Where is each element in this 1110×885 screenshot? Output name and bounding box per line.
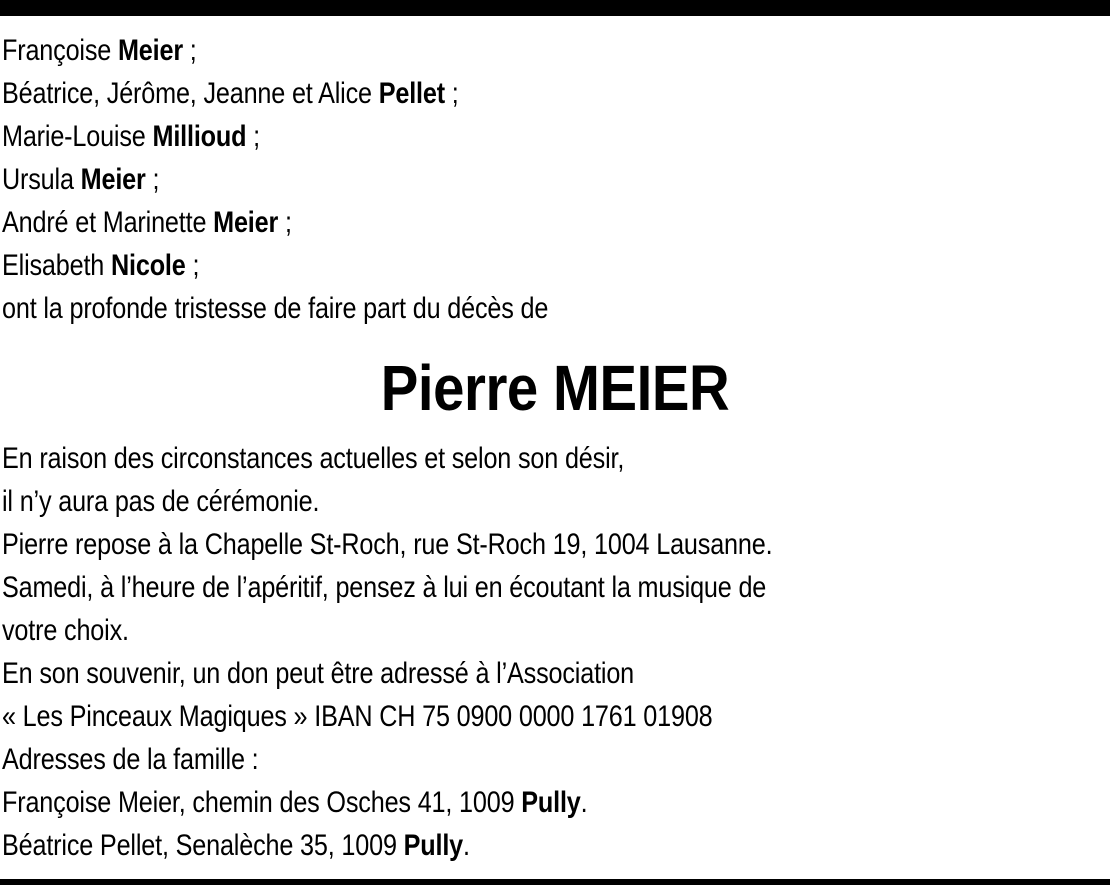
family-surname: Meier (117, 34, 183, 67)
notice-line: En son souvenir, un don peut être adressé à l’Association (2, 657, 635, 690)
notice-line: « Les Pinceaux Magiques » IBAN CH 75 0900 0000 1761 01908 (2, 700, 713, 733)
family-separator: ; (246, 120, 261, 153)
notice-line: votre choix. (2, 614, 129, 647)
address-street: Françoise Meier, chemin des Osches 41, 1009 (2, 786, 522, 819)
family-line (2, 244, 548, 287)
top-rule (0, 0, 1110, 16)
family-given-names: Ursula (2, 163, 81, 196)
deceased-name-block (0, 348, 1110, 428)
notice-body (2, 437, 919, 867)
family-list (2, 29, 652, 330)
family-separator: ; (182, 34, 197, 67)
family-given-names: Béatrice, Jérôme, Jeanne et Alice (2, 77, 379, 110)
family-line (2, 158, 548, 201)
address-line (2, 824, 772, 867)
family-separator: ; (145, 163, 160, 196)
announcement-text: ont la profonde tristesse de faire part du décès de (2, 292, 549, 325)
family-given-names: André et Marinette (2, 206, 214, 239)
deceased-name: Pierre MEIER (380, 352, 730, 424)
address-town: Pully (521, 786, 581, 819)
address-town: Pully (403, 829, 464, 862)
family-line (2, 72, 548, 115)
family-separator: ; (444, 77, 459, 110)
address-line (2, 781, 772, 824)
family-surname: Meier (80, 163, 146, 196)
family-surname: Millioud (152, 120, 247, 153)
notice-line: il n’y aura pas de cérémonie. (2, 485, 320, 518)
address-end: . (580, 786, 588, 819)
family-surname: Nicole (110, 249, 186, 282)
family-given-names: Marie-Louise (2, 120, 153, 153)
family-given-names: Françoise (2, 34, 118, 67)
family-line (2, 29, 548, 72)
family-line (2, 201, 548, 244)
family-surname: Meier (213, 206, 279, 239)
bottom-rule (0, 879, 1110, 885)
address-end: . (463, 829, 470, 862)
notice-line: Pierre repose à la Chapelle St-Roch, rue St-Roch 19, 1004 Lausanne. (2, 528, 773, 561)
family-given-names: Elisabeth (2, 249, 111, 282)
notice-line: En raison des circonstances actuelles et selon son désir, (2, 442, 625, 475)
family-separator: ; (185, 249, 200, 282)
family-surname: Pellet (378, 77, 445, 110)
notice-line: Adresses de la famille : (2, 743, 259, 776)
family-line (2, 115, 548, 158)
notice-line: Samedi, à l’heure de l’apéritif, pensez à lui en écoutant la musique de (2, 571, 767, 604)
address-street: Béatrice Pellet, Senalèche 35, 1009 (2, 829, 404, 862)
family-separator: ; (278, 206, 292, 239)
